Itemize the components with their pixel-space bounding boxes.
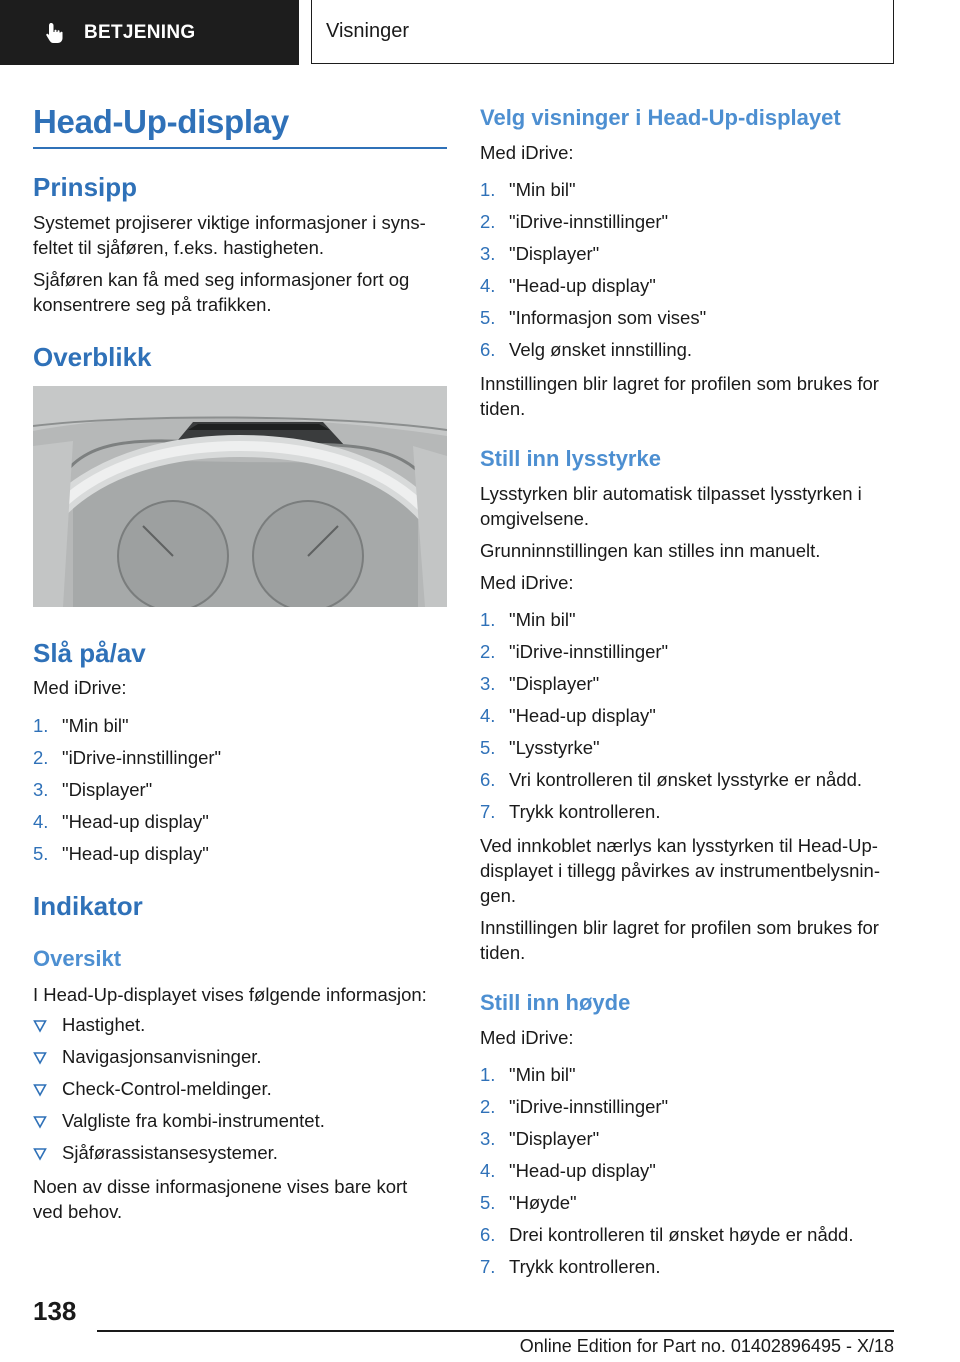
heading-indikator: Indikator [33,891,143,921]
sla-intro: Med iDrive: [33,677,127,698]
triangle-bullet-icon [33,1115,47,1129]
velg-note-line2: tiden. [480,398,526,419]
footer-rule [97,1330,894,1332]
step-number: 3. [480,243,496,264]
heading-overblikk: Overblikk [33,342,152,372]
triangle-bullet-icon [33,1019,47,1033]
lys-note2-line2: tiden. [480,942,526,963]
prinsipp-p2-line1: Sjåføren kan få med seg informasjoner fort og [33,269,410,290]
lys-note2-line1: Innstillingen blir lagret for profilen som brukes for [480,917,879,938]
hoyde-intro: Med iDrive: [480,1027,574,1048]
title-rule [33,147,447,149]
lys-p1-line2: omgivelsene. [480,508,590,529]
chapter-title: Visninger [326,20,410,42]
page-title: Head-Up-display [33,103,289,140]
step-number: 7. [480,1256,496,1277]
step-number: 1. [33,715,49,736]
section-label: BETJENING [84,21,196,43]
prinsipp-p1-line1: Systemet projiserer viktige informasjoner i syns- [33,212,426,233]
hand-pointer-icon [42,20,68,46]
edition-text: Online Edition for Part no. 01402896495 - X/18 [519,1336,894,1356]
step-number: 2. [480,211,496,232]
step-number: 5. [480,307,496,328]
dashboard-illustration [33,386,447,607]
step-number: 5. [480,737,496,758]
step-number: 1. [480,1064,496,1085]
subheading-oversikt: Oversikt [33,946,122,971]
heading-prinsipp: Prinsipp [33,172,138,202]
lys-p1-line1: Lysstyrken blir automatisk tilpasset lysstyrken i [480,483,862,504]
step-number: 5. [33,843,49,864]
step-number: 2. [33,747,49,768]
triangle-bullet-icon [33,1051,47,1065]
lys-intro: Med iDrive: [480,572,574,593]
heading-hoyde: Still inn høyde [480,990,631,1015]
heading-sla: Slå på/av [33,638,146,668]
step-number: 3. [480,673,496,694]
page-number: 138 [33,1296,77,1326]
step-number: 6. [480,769,496,790]
step-number: 3. [33,779,49,800]
velg-note-line1: Innstillingen blir lagret for profilen som brukes for [480,373,879,394]
step-number: 1. [480,179,496,200]
step-number: 4. [33,811,49,832]
step-number: 7. [480,801,496,822]
step-number: 4. [480,705,496,726]
heading-lysstyrke: Still inn lysstyrke [480,446,661,471]
triangle-bullet-icon [33,1083,47,1097]
step-number: 3. [480,1128,496,1149]
step-number: 2. [480,1096,496,1117]
indikator-note-line2: ved behov. [33,1201,123,1222]
indikator-intro: I Head-Up-displayet vises følgende informasjon: [33,984,427,1005]
indikator-note-line1: Noen av disse informasjonene vises bare kort [33,1176,408,1197]
prinsipp-p1-line2: feltet til sjåføren, f.eks. hastigheten. [33,237,325,258]
lys-note1-line3: gen. [480,885,517,906]
triangle-bullet-icon [33,1147,47,1161]
chapter-header [311,0,894,64]
step-number: 2. [480,641,496,662]
step-number: 6. [480,1224,496,1245]
heading-velg: Velg visninger i Head-Up-displayet [480,105,841,130]
step-number: 4. [480,275,496,296]
section-tab [0,0,299,65]
prinsipp-p2-line2: konsentrere seg på trafikken. [33,294,272,315]
step-number: 6. [480,339,496,360]
step-number: 1. [480,609,496,630]
lys-note1-line1: Ved innkoblet nærlys kan lysstyrken til Head-Up- [480,835,878,856]
velg-intro: Med iDrive: [480,142,574,163]
lys-note1-line2: displayet i tillegg påvirkes av instrumentbelysnin- [480,860,880,881]
hud-illustration [33,386,447,607]
lys-p2: Grunninnstillingen kan stilles inn manuelt. [480,540,821,561]
step-number: 4. [480,1160,496,1181]
step-number: 5. [480,1192,496,1213]
